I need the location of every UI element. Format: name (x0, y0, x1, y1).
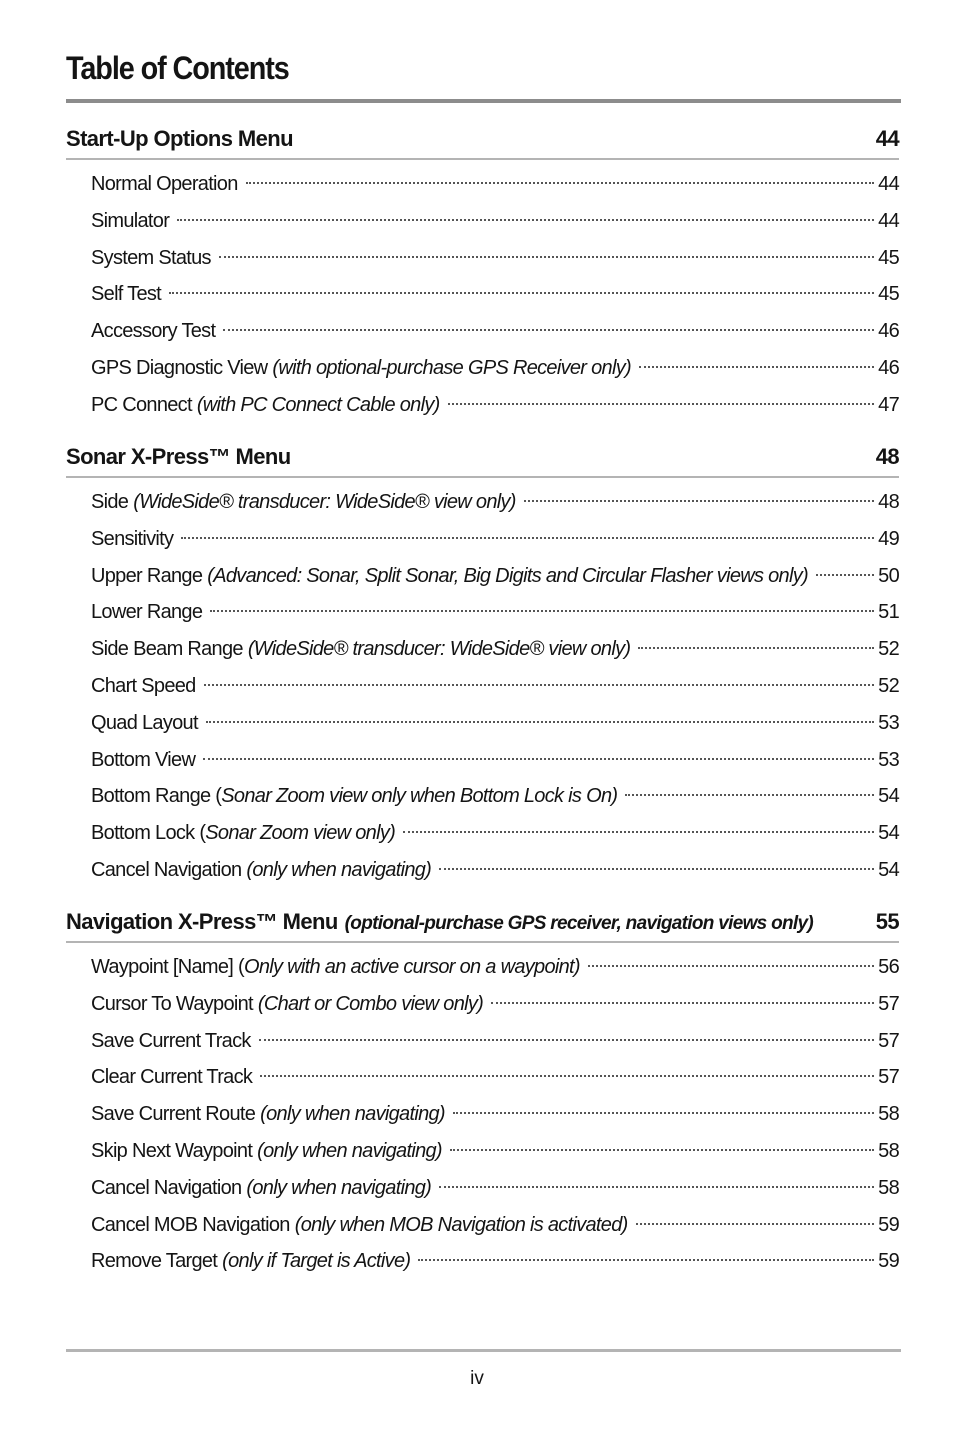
entry-page: 45 (878, 283, 899, 306)
entry-label: Remove Target (91, 1250, 218, 1273)
entry-list (66, 166, 899, 424)
toc-entry[interactable] (66, 631, 899, 668)
entry-page: 44 (878, 173, 899, 195)
toc-entry[interactable] (66, 949, 899, 986)
dot-leader (203, 758, 874, 760)
toc-entry[interactable] (66, 986, 899, 1023)
dot-leader (625, 794, 874, 796)
dot-leader (260, 1075, 874, 1077)
entry-label: Normal Operation (91, 173, 238, 195)
entry-label: Save Current Track (91, 1029, 251, 1052)
section-page: 48 (875, 444, 899, 469)
entry-label: Sensitivity (91, 527, 174, 550)
toc-entry[interactable] (66, 742, 899, 779)
entry-label: Quad Layout (91, 711, 198, 734)
entry-note: Sonar Zoom view only) (205, 822, 396, 845)
entry-page: 59 (878, 1250, 899, 1273)
entry-page: 56 (878, 956, 899, 978)
entry-note: (only when MOB Navigation is activated) (294, 1213, 628, 1236)
entry-note: (only when navigating) (246, 858, 432, 881)
entry-page: 46 (878, 320, 899, 343)
dot-leader (450, 1149, 874, 1151)
toc-entry[interactable] (66, 350, 899, 387)
toc-entry[interactable] (66, 705, 899, 742)
entry-page: 47 (878, 393, 899, 416)
dot-leader (169, 292, 874, 294)
toc-entry[interactable] (66, 594, 899, 631)
entry-page: 57 (878, 1066, 899, 1089)
entry-label: Save Current Route (91, 1103, 256, 1126)
dot-leader (223, 329, 874, 331)
entry-page: 54 (878, 822, 899, 845)
section-header[interactable] (66, 909, 899, 943)
entry-page: 50 (878, 564, 899, 587)
dot-leader (636, 1223, 875, 1225)
dot-leader (181, 537, 874, 539)
entry-label: Side (91, 491, 129, 513)
entry-page: 54 (878, 785, 899, 808)
section-note: (optional-purchase GPS receiver, navigation views only) (344, 913, 813, 934)
toc-entry[interactable] (66, 1170, 899, 1207)
entry-note: (only when navigating) (260, 1103, 445, 1126)
toc-entry[interactable] (66, 240, 899, 277)
entry-label: Cancel Navigation (91, 858, 242, 881)
toc-entry[interactable] (66, 1243, 899, 1280)
dot-leader (639, 366, 874, 368)
entry-note: (only when navigating) (257, 1139, 442, 1162)
entry-note: (WideSide® transducer: WideSide® view only) (247, 638, 631, 661)
entry-label: Skip Next Waypoint (91, 1139, 253, 1162)
page-number: iv (470, 1368, 484, 1389)
entry-page: 51 (878, 601, 899, 624)
dot-leader (418, 1259, 874, 1261)
title-rule (66, 99, 901, 103)
page-title: Table of Contents (66, 50, 289, 86)
entry-label: Bottom View (91, 748, 196, 771)
section-title: Start-Up Options Menu (66, 126, 293, 151)
dot-leader (453, 1112, 874, 1114)
dot-leader (403, 831, 874, 833)
section-page: 44 (875, 126, 899, 151)
section-page: 55 (875, 909, 899, 934)
dot-leader (204, 684, 875, 686)
entry-label: Accessory Test (91, 320, 216, 343)
toc-entry[interactable] (66, 484, 899, 521)
section-header[interactable] (66, 444, 899, 478)
entry-label: Lower Range (91, 601, 203, 624)
entry-label: Self Test (91, 283, 162, 306)
entry-note: Only with an active cursor on a waypoint) (243, 956, 580, 978)
toc-entry[interactable] (66, 313, 899, 350)
toc-entry[interactable] (66, 1023, 899, 1060)
toc-entry[interactable] (66, 778, 899, 815)
entry-label: PC Connect (91, 393, 192, 416)
entry-page: 49 (878, 527, 899, 550)
entry-note: (Chart or Combo view only) (257, 992, 484, 1015)
toc-entry[interactable] (66, 276, 899, 313)
entry-label: Upper Range (91, 564, 203, 587)
toc-entry[interactable] (66, 668, 899, 705)
entry-page: 57 (878, 1029, 899, 1052)
dot-leader (206, 721, 874, 723)
entry-page: 58 (878, 1103, 899, 1126)
entry-label: Cancel MOB Navigation (91, 1213, 290, 1236)
entry-label: System Status (91, 246, 211, 269)
dot-leader (524, 500, 874, 502)
entry-label: Chart Speed (91, 674, 196, 697)
entry-label: Bottom Lock ( (91, 822, 206, 845)
entry-page: 52 (878, 674, 899, 697)
toc-section-startup-options (66, 126, 899, 424)
dot-leader (210, 610, 874, 612)
entry-label: Side Beam Range (91, 638, 243, 661)
toc-entry[interactable] (66, 387, 899, 424)
toc-section-navigation-xpress (66, 909, 899, 1280)
entry-label: Cancel Navigation (91, 1176, 242, 1199)
entry-list (66, 484, 899, 889)
entry-page: 53 (878, 711, 899, 734)
entry-page: 44 (878, 209, 899, 232)
toc-entry[interactable] (66, 1096, 899, 1133)
toc-entry[interactable] (66, 521, 899, 558)
toc-entry[interactable] (66, 1207, 899, 1244)
dot-leader (439, 1186, 874, 1188)
dot-leader (259, 1039, 874, 1041)
toc-entry[interactable] (66, 203, 899, 240)
entry-note: (Advanced: Sonar, Split Sonar, Big Digits and Circular Flasher views only) (207, 564, 808, 587)
toc-entry[interactable] (66, 815, 899, 852)
toc-entry[interactable] (66, 1133, 899, 1170)
entry-page: 57 (878, 992, 899, 1015)
dot-leader (439, 868, 874, 870)
entry-page: 54 (878, 858, 899, 881)
toc-entry[interactable] (66, 852, 899, 889)
toc-entry[interactable] (66, 166, 899, 203)
entry-note: (only when navigating) (246, 1176, 432, 1199)
footer-rule (66, 1349, 901, 1352)
entry-page: 45 (878, 246, 899, 269)
entry-list (66, 949, 899, 1280)
entry-note: (WideSide® transducer: WideSide® view only) (133, 491, 516, 513)
entry-label: Waypoint [Name] ( (91, 956, 244, 978)
dot-leader (246, 182, 874, 184)
entry-page: 46 (878, 356, 899, 379)
dot-leader (816, 574, 874, 576)
section-title: Sonar X-Press™ Menu (66, 444, 291, 469)
entry-note: (with optional-purchase GPS Receiver only) (272, 356, 631, 379)
dot-leader (177, 219, 874, 221)
entry-page: 52 (878, 638, 899, 661)
dot-leader (638, 647, 874, 649)
entry-note: (only if Target is Active) (222, 1250, 411, 1273)
entry-page: 58 (878, 1139, 899, 1162)
section-title: Navigation X-Press™ Menu (66, 909, 338, 934)
dot-leader (448, 403, 875, 405)
entry-label: Cursor To Waypoint (91, 992, 253, 1015)
dot-leader (219, 256, 874, 258)
entry-page: 58 (878, 1176, 899, 1199)
entry-label: Clear Current Track (91, 1066, 253, 1089)
entry-label: Bottom Range ( (91, 785, 222, 808)
toc-entry[interactable] (66, 1059, 899, 1096)
toc-section-sonar-xpress (66, 444, 899, 889)
toc-entry[interactable] (66, 558, 899, 595)
section-header[interactable] (66, 126, 899, 160)
dot-leader (491, 1002, 874, 1004)
entry-page: 48 (878, 491, 899, 513)
entry-label: GPS Diagnostic View (91, 356, 268, 379)
entry-note: Sonar Zoom view only when Bottom Lock is On) (221, 785, 618, 808)
entry-page: 59 (878, 1213, 899, 1236)
entry-label: Simulator (91, 209, 170, 232)
entry-page: 53 (878, 748, 899, 771)
entry-note: (with PC Connect Cable only) (196, 393, 440, 416)
dot-leader (588, 965, 874, 967)
